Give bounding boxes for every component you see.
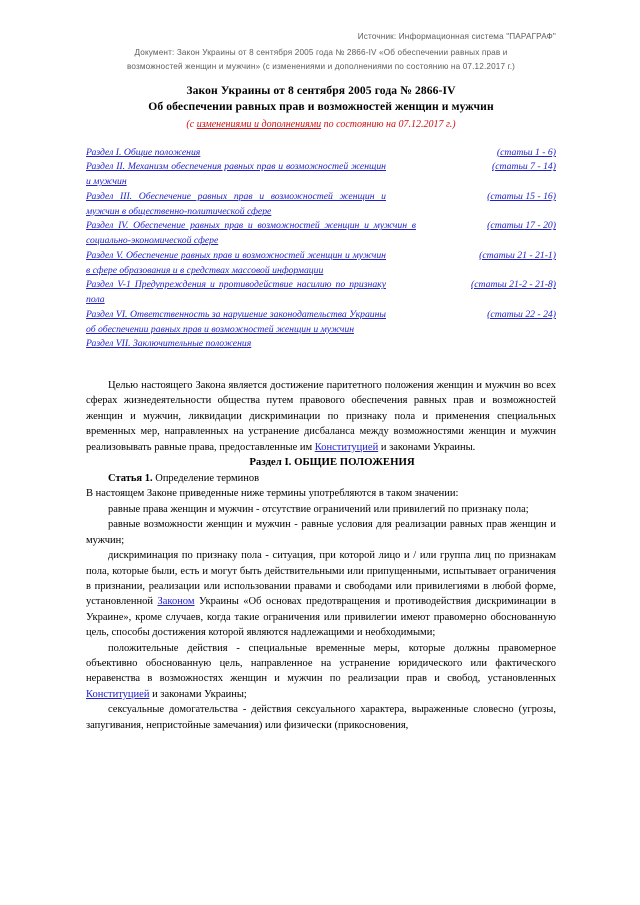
document-title-block: [86, 83, 556, 132]
toc-row: [86, 249, 556, 278]
document-description-line-2: возможностей женщин и мужчин» (с изменениями и дополнениями по состоянию на 07.12.2017 г.): [126, 61, 516, 71]
amendment-note-suffix: по состоянию на 07.12.2017 г.): [321, 118, 456, 130]
toc-row: [86, 278, 556, 307]
definition-equal-rights: равные права женщин и мужчин - отсутствие ограничений или привилегий по признаку пола;: [108, 503, 529, 515]
toc-articles-section-2[interactable]: (статьи 7 - 14): [492, 161, 556, 173]
law-link[interactable]: Законом: [157, 596, 195, 608]
toc-articles-section-1[interactable]: (статьи 1 - 6): [496, 146, 556, 158]
constitution-link[interactable]: Конституцией: [314, 441, 379, 453]
definition-positive-actions-part-2: и законами Украины;: [149, 688, 247, 700]
article-1-intro: В настоящем Законе приведенные ниже термины употребляются в таком значении:: [86, 488, 459, 500]
toc-row: [86, 337, 556, 352]
source-line: Источник: Информационная система "ПАРАГРАФ": [357, 32, 556, 41]
definition-sexual-harassment: сексуальные домогательства - действия сексуального характера, выраженные словесно (угрозы, запугивания, непристойные замечания) или физически (прикосновения,: [86, 704, 556, 731]
definition-positive-actions: [86, 641, 556, 703]
toc-row: [86, 160, 556, 189]
document-body: [86, 378, 556, 733]
toc-link-section-1[interactable]: Раздел I. Общие положения: [86, 146, 201, 158]
amendment-note-prefix: (с: [186, 118, 197, 130]
amendment-link[interactable]: изменениями и дополнениями: [196, 118, 322, 130]
toc-link-section-3[interactable]: Раздел III. Обеспечение равных прав и возможностей женщин и мужчин в общественно-политической сфере: [86, 190, 386, 217]
purpose-text-part-2: и законами Украины.: [378, 441, 476, 453]
toc-row: [86, 308, 556, 337]
toc-link-section-5-1[interactable]: Раздел V-1 Предупреждения и противодействие насилию по признаку пола: [86, 279, 386, 306]
article-1-title: Определение терминов: [152, 473, 260, 484]
section-1-heading: Раздел I. ОБЩИЕ ПОЛОЖЕНИЯ: [249, 456, 415, 469]
document-meta-header: [86, 30, 556, 73]
toc-link-section-2[interactable]: Раздел II. Механизм обеспечения равных прав и возможностей женщин и мужчин: [86, 161, 386, 188]
article-1-number: Статья 1.: [108, 473, 153, 484]
toc-articles-section-5-1[interactable]: (статьи 21-2 - 21-8): [471, 279, 556, 291]
toc-link-section-4[interactable]: Раздел IV. Обеспечение равных прав и возможностей женщин и мужчин в социально-экономической сфере: [86, 220, 416, 247]
definition-discrimination-part-1: дискриминация по признаку пола - ситуация, при которой лицо и / или группа лиц по признакам пола, которые были, есть и могут быть действительными или припущенными, испытывает ограничения в признании, реализации или использовании правами и свободами или привилегиями в любой форме, установленной: [86, 550, 556, 608]
toc-link-section-6[interactable]: Раздел VI. Ответственность за нарушение законодательства Украины об обеспечении равных прав и возможностей женщин и мужчин: [86, 308, 386, 335]
purpose-text-part-1: Целью настоящего Закона является достижение паритетного положения женщин и мужчин во всех сферах жизнедеятельности общества путем правового обеспечения равных прав и возможностей женщин и мужчин, ликвидации дискриминации по признаку пола и применения специальных временных мер, направленных на устранение дисбаланса между возможностями женщин и мужчин реализовывать равные права, предоставленные им: [86, 380, 556, 453]
document-title-line-1: Закон Украины от 8 сентября 2005 года № 2866-IV: [186, 83, 456, 97]
document-description-line-1: Документ: Закон Украины от 8 сентября 2005 года № 2866-IV «Об обеспечении равных прав и: [134, 48, 508, 58]
toc-articles-section-3[interactable]: (статьи 15 - 16): [487, 190, 556, 202]
constitution-link[interactable]: Конституцией: [86, 688, 150, 700]
purpose-paragraph: [86, 378, 556, 455]
article-1-heading: [86, 471, 556, 486]
toc-articles-section-5[interactable]: (статьи 21 - 21-1): [479, 249, 556, 261]
definition-positive-actions-part-1: положительные действия - специальные временные меры, которые должны правомерное объективно обоснованную цель, направленное на устранение юридического или фактического неравенства в возможностях женщин и мужчин по реализации прав и свобод, установленных: [86, 642, 556, 685]
document-title-line-2: Об обеспечении равных прав и возможностей женщин и мужчин: [148, 100, 494, 114]
toc-articles-section-6[interactable]: (статьи 22 - 24): [487, 308, 556, 320]
amendment-note: [86, 117, 556, 132]
toc-link-section-7[interactable]: Раздел VII. Заключительные положения: [86, 338, 252, 350]
toc-row: [86, 190, 556, 219]
table-of-contents: [86, 146, 556, 352]
toc-link-section-5[interactable]: Раздел V. Обеспечение равных прав и возможностей женщин и мужчин в сфере образования и в средствах массовой информации: [86, 249, 386, 276]
definition-equal-opportunities: равные возможности женщин и мужчин - равные условия для реализации равных прав женщин и мужчин;: [86, 519, 556, 546]
toc-row: [86, 146, 556, 161]
toc-row: [86, 219, 556, 248]
definition-discrimination-part-2: Украины «Об основах предотвращения и противодействия дискриминации в Украине», кроме случаев, когда такие ограничения или привилегии имеют правомерно обоснованную цель, способы достижения которой являются надлежащими и необходимыми;: [86, 596, 556, 639]
definition-discrimination: [86, 548, 556, 641]
toc-articles-section-4[interactable]: (статьи 17 - 20): [487, 220, 556, 232]
